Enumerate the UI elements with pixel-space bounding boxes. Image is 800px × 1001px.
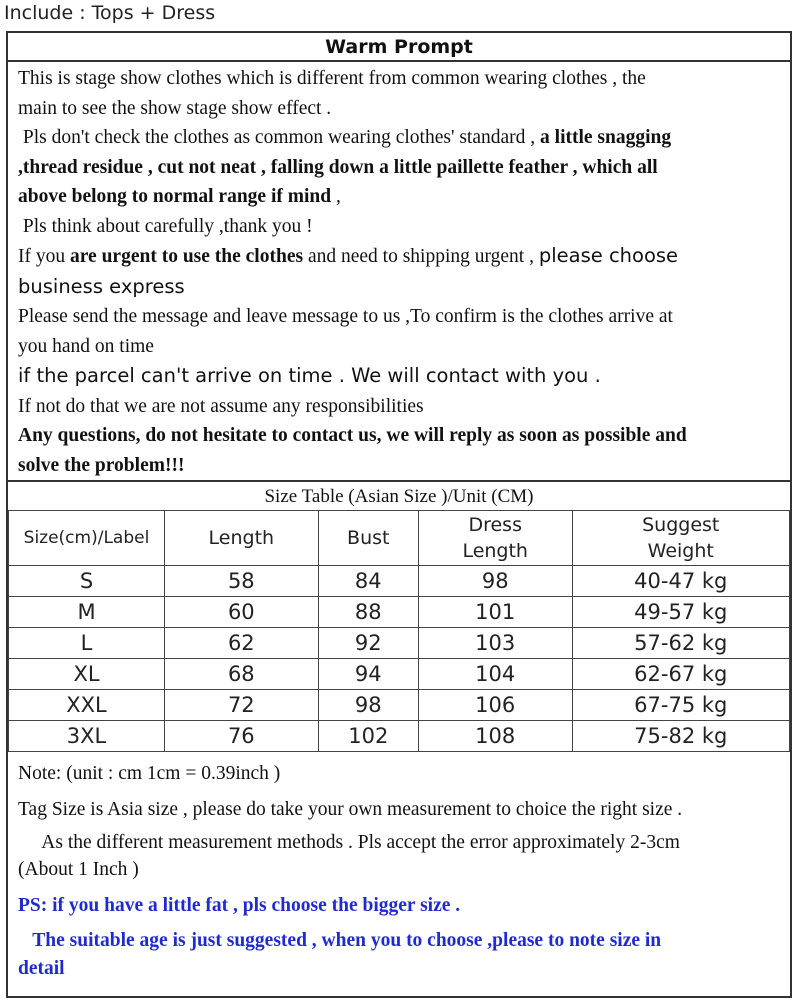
table-row (9, 597, 790, 628)
table-cell: 76 (165, 721, 319, 752)
table-cell: 49-57 kg (572, 597, 789, 628)
prompt-segment-pre: main to see the show stage show effect . (18, 97, 332, 119)
table-cell: 102 (318, 721, 418, 752)
table-cell: S (9, 566, 165, 597)
prompt-segment-sans-tail: business express (18, 274, 185, 298)
header-text: Weight (647, 540, 714, 562)
prompt-segment-bold: Any questions, do not hesitate to contact us, we will reply as soon as possible and (18, 425, 687, 446)
warm-prompt-text (18, 64, 786, 480)
table-cell: 40-47 kg (572, 566, 789, 597)
header-text: Length (208, 527, 275, 549)
table-cell: L (9, 628, 165, 659)
prompt-line (18, 64, 786, 94)
header-text: Size(cm)/Label (23, 528, 150, 548)
prompt-line (18, 302, 786, 332)
table-row (9, 721, 790, 752)
table-cell: XXL (9, 690, 165, 721)
prompt-line (18, 153, 786, 183)
table-cell: 67-75 kg (572, 690, 789, 721)
prompt-line (18, 392, 786, 422)
prompt-segment-sans-tail: please choose (538, 244, 679, 267)
size-table-header-cell (572, 511, 789, 566)
prompt-segment-pre: Pls don't check the clothes as common wearing clothes' standard , (18, 127, 541, 148)
header-text: Suggest (642, 514, 720, 536)
size-table-title: Size Table (Asian Size )/Unit (CM) (8, 480, 790, 512)
table-cell: 60 (165, 597, 319, 628)
table-cell: 62-67 kg (572, 659, 789, 690)
note-age-line2: detail (18, 958, 65, 979)
prompt-line (18, 241, 786, 272)
prompt-segment-bold: are urgent to use the clothes (70, 246, 304, 267)
warm-prompt-title: Warm Prompt (8, 33, 790, 62)
table-cell: 62 (165, 628, 319, 659)
note-age-line1: The suitable age is just suggested , when you to choose ,please to note size in (18, 930, 662, 951)
prompt-segment-pre: Please send the message and leave message to us ,To confirm is the clothes arrive at (18, 306, 673, 327)
prompt-segment-bold: a little snagging (540, 127, 672, 148)
table-row (9, 690, 790, 721)
size-table-header-cell (418, 511, 572, 566)
note-ps: PS: if you have a little fat , pls choose the bigger size . (18, 895, 461, 916)
header-text: Bust (347, 527, 390, 549)
prompt-segment-post: , (331, 186, 341, 207)
size-table-header-cell (165, 511, 319, 566)
table-cell: 72 (165, 690, 319, 721)
table-cell: M (9, 597, 165, 628)
table-cell: XL (9, 659, 165, 690)
note-methods-line1: As the different measurement methods . Pls accept the error approximately 2-3cm (18, 832, 680, 853)
prompt-line (18, 123, 786, 153)
prompt-segment-pre: you hand on time (18, 335, 154, 357)
size-table (8, 510, 790, 752)
prompt-line (18, 94, 786, 124)
prompt-line (18, 212, 786, 242)
table-cell: 68 (165, 659, 319, 690)
table-cell: 104 (418, 659, 572, 690)
table-cell: 98 (318, 690, 418, 721)
table-cell: 98 (418, 566, 572, 597)
prompt-segment-pre: If you (18, 246, 70, 267)
table-cell: 75-82 kg (572, 721, 789, 752)
table-cell: 58 (165, 566, 319, 597)
prompt-segment-sans-tail: if the parcel can't arrive on time . We will contact with you . (18, 364, 601, 387)
note-unit: Note: (unit : cm 1cm = 0.39inch ) (18, 763, 281, 784)
prompt-segment-post: and need to shipping urgent , (303, 246, 539, 267)
note-methods-line2: (About 1 Inch ) (18, 859, 139, 880)
prompt-segment-bold: above belong to normal range if mind (18, 186, 332, 207)
prompt-line (18, 182, 786, 212)
table-cell: 101 (418, 597, 572, 628)
table-row (9, 628, 790, 659)
prompt-segment-bold: solve the problem!!! (18, 454, 185, 476)
size-table-header-row (9, 511, 790, 566)
table-row (9, 566, 790, 597)
table-cell: 103 (418, 628, 572, 659)
info-box (6, 31, 792, 998)
prompt-segment-pre: This is stage show clothes which is different from common wearing clothes , the (18, 68, 646, 89)
table-cell: 88 (318, 597, 418, 628)
size-table-header-cell (9, 511, 165, 566)
table-cell: 57-62 kg (572, 628, 789, 659)
header-text: Dress (468, 514, 522, 536)
table-cell: 108 (418, 721, 572, 752)
table-row (9, 659, 790, 690)
header-text: Length (462, 540, 528, 562)
table-cell: 106 (418, 690, 572, 721)
note-tag-size: Tag Size is Asia size , please do take your own measurement to choice the right size . (18, 799, 683, 820)
table-cell: 94 (318, 659, 418, 690)
size-table-header-cell (318, 511, 418, 566)
table-cell: 84 (318, 566, 418, 597)
prompt-line (18, 421, 786, 451)
prompt-segment-pre: If not do that we are not assume any responsibilities (18, 395, 424, 417)
prompt-segment-bold: ,thread residue , cut not neat , falling down a little paillette feather , which all (18, 156, 658, 178)
prompt-line (18, 332, 786, 362)
prompt-segment-pre: Pls think about carefully ,thank you ! (18, 215, 313, 237)
table-cell: 92 (318, 628, 418, 659)
include-line: Include : Tops + Dress (4, 2, 216, 24)
table-cell: 3XL (9, 721, 165, 752)
prompt-line (18, 451, 786, 481)
prompt-line (18, 361, 786, 392)
prompt-line (18, 272, 786, 303)
